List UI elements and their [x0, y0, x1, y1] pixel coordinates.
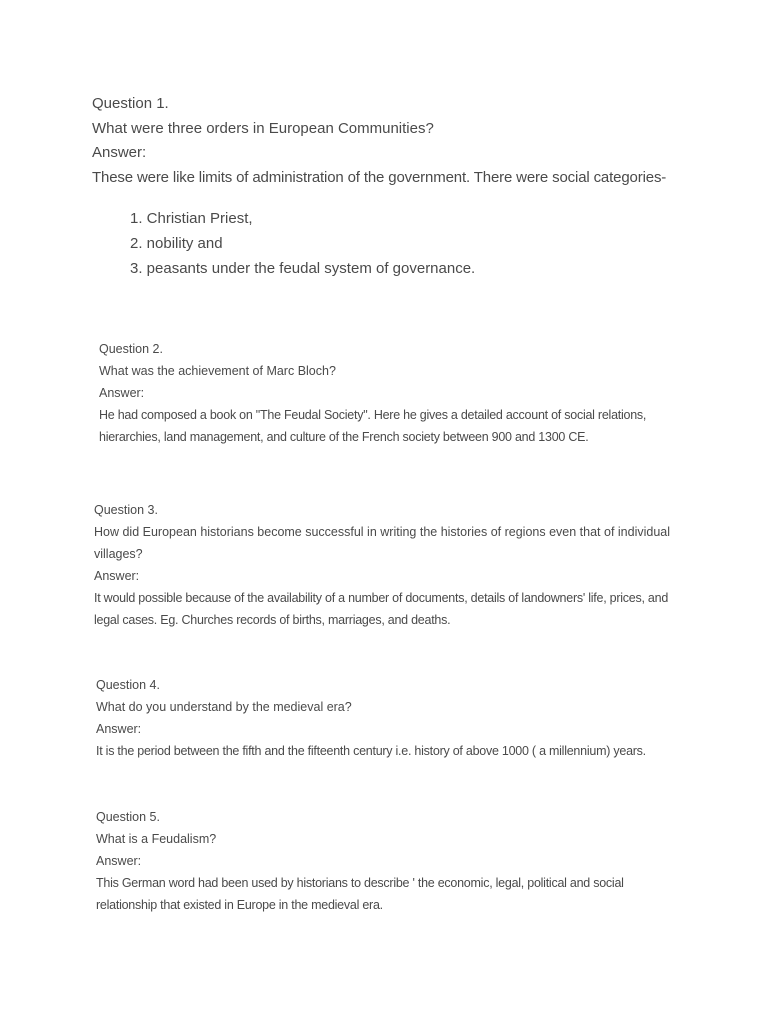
question-label: Question 1.: [92, 95, 169, 112]
question-block-5: [96, 806, 686, 916]
question-label: Question 2.: [99, 342, 163, 356]
answer-list: [92, 206, 712, 281]
question-label: Question 3.: [94, 503, 158, 517]
list-item: 2. nobility and: [130, 235, 223, 252]
question-label: Question 4.: [96, 678, 160, 692]
answer-label: Answer:: [96, 854, 142, 868]
question-block-1: [92, 92, 712, 281]
question-block-2: [99, 338, 699, 448]
list-item: 3. peasants under the feudal system of governance.: [130, 260, 476, 277]
question-block-3: [94, 499, 684, 631]
question-text: What was the achievement of Marc Bloch?: [99, 364, 336, 378]
question-text: What do you understand by the medieval era?: [96, 700, 352, 714]
answer-text: This German word had been used by historians to describe ' the economic, legal, political and social relationship that existed in Europe in the medieval era.: [96, 876, 624, 912]
question-label: Question 5.: [96, 810, 160, 824]
list-item: 1. Christian Priest,: [130, 210, 253, 227]
answer-text: These were like limits of administration of the government. There were social categories-: [92, 168, 667, 186]
answer-label: Answer:: [92, 144, 147, 161]
answer-label: Answer:: [94, 569, 140, 583]
question-text: How did European historians become successful in writing the histories of regions even that of individual villages?: [94, 525, 671, 561]
answer-text: It would possible because of the availability of a number of documents, details of landowners' life, prices, and legal cases. Eg. Churches records of births, marriages, and deaths.: [94, 591, 669, 627]
answer-text: It is the period between the fifth and the fifteenth century i.e. history of above 1000 ( a millennium) years.: [96, 744, 646, 758]
answer-label: Answer:: [96, 722, 142, 736]
question-text: What is a Feudalism?: [96, 832, 217, 846]
question-text: What were three orders in European Communities?: [92, 119, 434, 137]
answer-text: He had composed a book on "The Feudal Society". Here he gives a detailed account of social relations, hierarchies, land management, and culture of the French society between 900 and 1300 CE.: [99, 408, 647, 444]
question-block-4: [96, 674, 686, 762]
answer-label: Answer:: [99, 386, 145, 400]
